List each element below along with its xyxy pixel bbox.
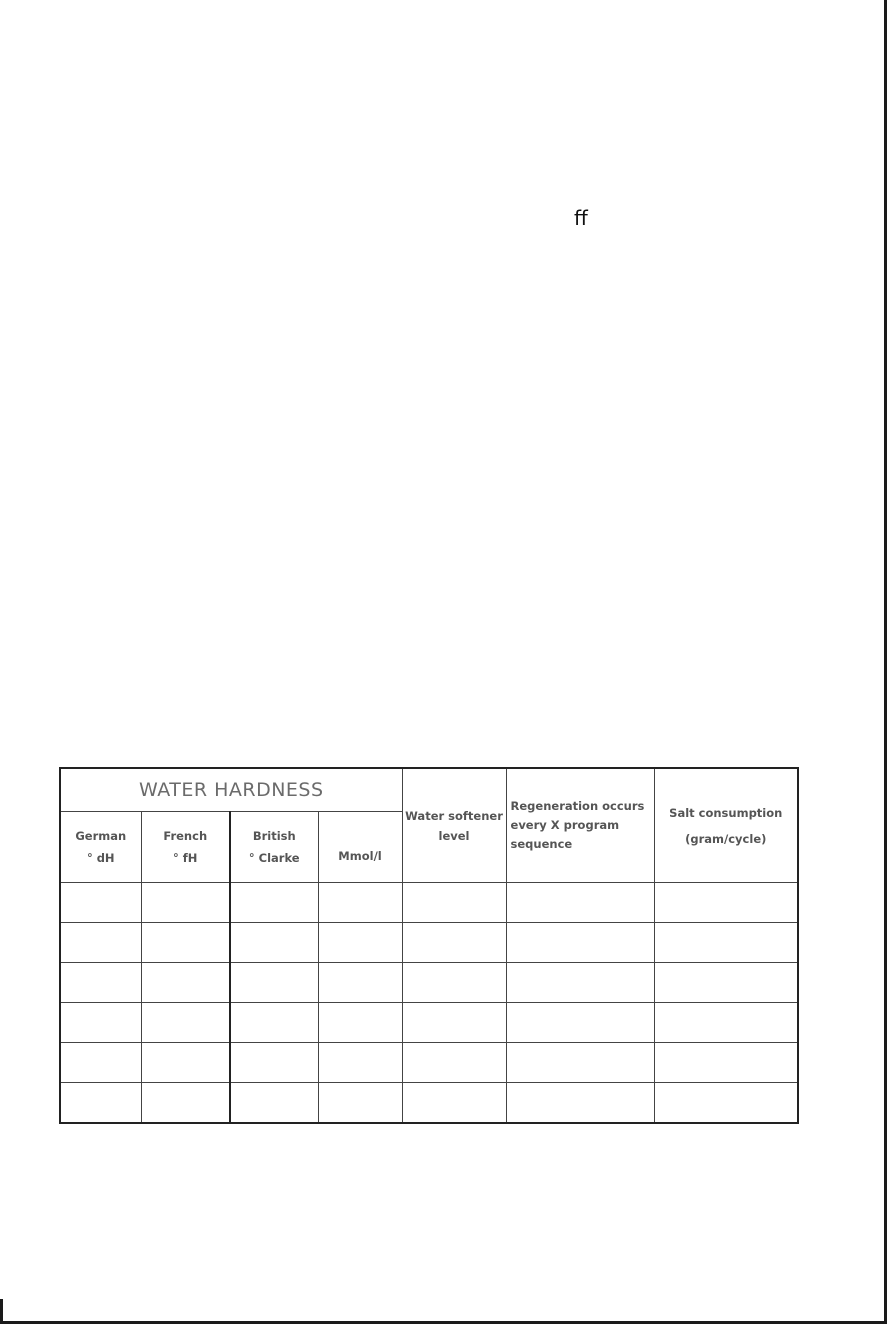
table-cell bbox=[141, 1043, 230, 1083]
unit-header-german bbox=[60, 812, 141, 883]
regeneration-line-2: every X program bbox=[510, 818, 620, 832]
table-row bbox=[60, 1043, 798, 1083]
table-cell bbox=[141, 883, 230, 923]
table-cell bbox=[506, 963, 654, 1003]
table-cell bbox=[506, 1043, 654, 1083]
table-cell bbox=[230, 1003, 318, 1043]
table-cell bbox=[654, 883, 798, 923]
table-cell bbox=[318, 923, 402, 963]
table-cell bbox=[506, 883, 654, 923]
table-cell bbox=[318, 883, 402, 923]
table-cell bbox=[230, 923, 318, 963]
table-cell bbox=[230, 883, 318, 923]
table-cell bbox=[60, 923, 141, 963]
table-cell bbox=[506, 1003, 654, 1043]
page-edge-left-mark bbox=[0, 1299, 3, 1321]
water-hardness-table bbox=[59, 767, 799, 1124]
unit-name: British bbox=[252, 829, 296, 843]
table-cell bbox=[506, 923, 654, 963]
table-cell bbox=[402, 923, 506, 963]
table-cell bbox=[60, 963, 141, 1003]
regeneration-line-3: sequence bbox=[510, 837, 573, 851]
table-cell bbox=[141, 923, 230, 963]
table-cell bbox=[318, 1003, 402, 1043]
table-cell bbox=[318, 1043, 402, 1083]
unit-name: French bbox=[163, 829, 208, 843]
regeneration-line-1: Regeneration occurs bbox=[510, 799, 645, 813]
salt-line-2: (gram/cycle) bbox=[685, 831, 767, 846]
table-cell bbox=[318, 963, 402, 1003]
table-cell bbox=[654, 923, 798, 963]
table-cell bbox=[141, 1003, 230, 1043]
unit-header-mmol bbox=[318, 812, 402, 883]
table-cell bbox=[654, 1003, 798, 1043]
table-cell bbox=[318, 1083, 402, 1124]
salt-line-1: Salt consumption bbox=[669, 805, 783, 820]
table-row bbox=[60, 883, 798, 923]
salt-consumption-header bbox=[654, 768, 798, 883]
stray-text-mark: ff bbox=[574, 206, 588, 230]
table-cell bbox=[141, 1083, 230, 1124]
table-row bbox=[60, 923, 798, 963]
table-cell bbox=[654, 1083, 798, 1124]
table-cell bbox=[402, 883, 506, 923]
table-body bbox=[60, 883, 798, 1124]
page-edge-right bbox=[884, 0, 887, 1324]
table-cell bbox=[230, 1083, 318, 1124]
unit-symbol: ° dH bbox=[86, 851, 115, 865]
table-cell bbox=[654, 1043, 798, 1083]
softener-line-2: level bbox=[438, 828, 470, 843]
unit-header-british bbox=[230, 812, 318, 883]
unit-symbol: ° fH bbox=[173, 851, 198, 865]
table-cell bbox=[402, 1043, 506, 1083]
table-cell bbox=[60, 1083, 141, 1124]
table-cell bbox=[402, 1003, 506, 1043]
table-cell bbox=[402, 1083, 506, 1124]
table-cell bbox=[60, 1043, 141, 1083]
table-cell bbox=[506, 1083, 654, 1124]
table-cell bbox=[141, 963, 230, 1003]
softener-line-1: Water softener bbox=[405, 808, 503, 823]
unit-symbol: ° Clarke bbox=[248, 851, 300, 865]
table-cell bbox=[60, 1003, 141, 1043]
unit-name: German bbox=[75, 829, 127, 843]
table-cell bbox=[230, 963, 318, 1003]
table-cell bbox=[60, 883, 141, 923]
table-cell bbox=[654, 963, 798, 1003]
unit-header-french bbox=[141, 812, 230, 883]
table-cell bbox=[230, 1043, 318, 1083]
water-softener-level-header bbox=[402, 768, 506, 883]
regeneration-header bbox=[506, 768, 654, 883]
table-row bbox=[60, 963, 798, 1003]
table-cell bbox=[402, 963, 506, 1003]
water-hardness-heading: WATER HARDNESS bbox=[60, 768, 402, 812]
table-row bbox=[60, 1083, 798, 1124]
table-row bbox=[60, 1003, 798, 1043]
unit-name: Mmol/l bbox=[338, 849, 382, 863]
